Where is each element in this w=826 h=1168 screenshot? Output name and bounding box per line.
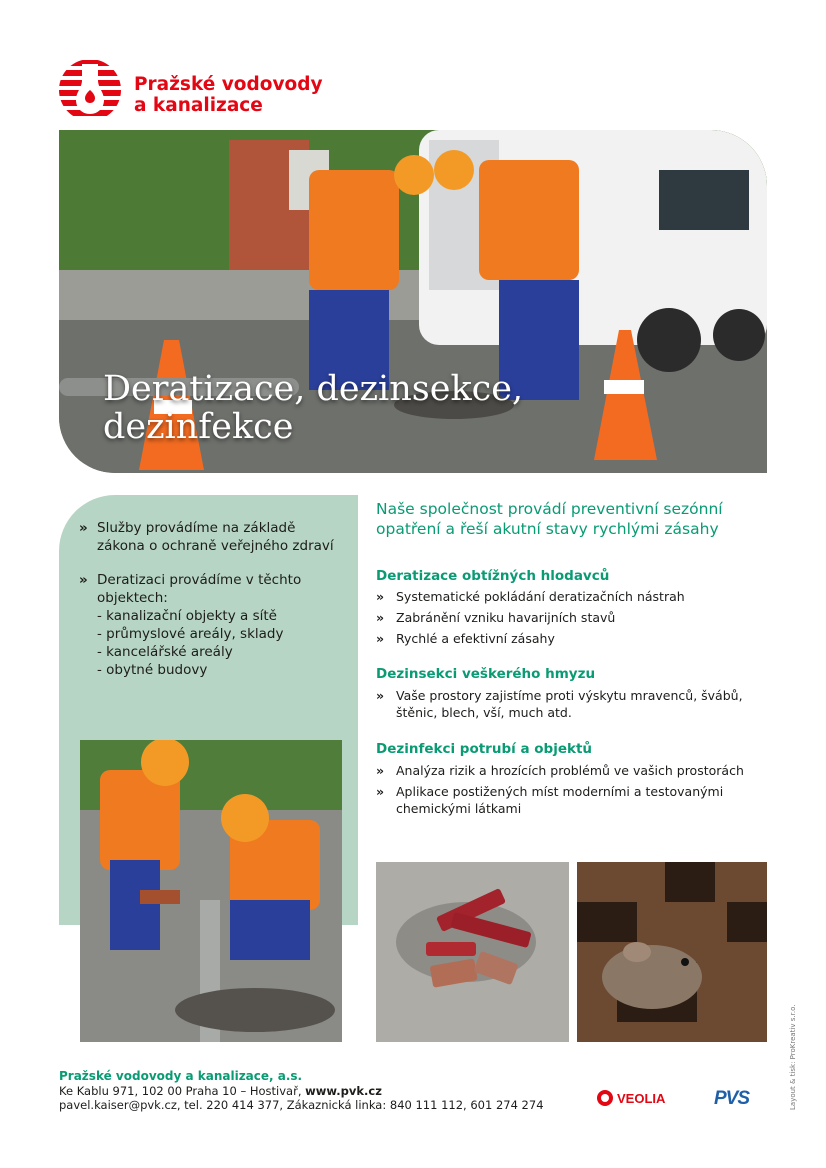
bait-illustration xyxy=(376,862,569,1042)
company-logo-icon xyxy=(58,58,122,122)
footer-contact: pavel.kaiser@pvk.cz, tel. 220 414 377, Zákaznická linka: 840 111 112, 601 274 274 xyxy=(59,1098,544,1112)
page-title xyxy=(103,370,523,446)
page-title-line1: Deratizace, dezinsekce, xyxy=(103,369,524,409)
bullet-icon: » xyxy=(376,631,385,646)
pvs-logo xyxy=(714,1088,749,1110)
footer-website-link[interactable]: www.pvk.cz xyxy=(305,1083,382,1098)
bullet-icon: » xyxy=(376,763,385,778)
list-item-text: Rychlé a efektivní zásahy xyxy=(396,631,555,646)
list-item-text: Vaše prostory zajistíme proti výskytu mravenců, švábů, štěnic, blech, vší, much atd. xyxy=(396,688,743,720)
list-item-text: Zabránění vzniku havarijních stavů xyxy=(396,610,616,625)
insects-list xyxy=(376,687,756,725)
pvs-logo-text: PVS xyxy=(714,1088,750,1109)
bullet-icon: » xyxy=(376,688,385,703)
object-type-item: - kancelářské areály xyxy=(97,644,233,660)
list-item xyxy=(376,588,756,605)
object-type-item: - obytné budovy xyxy=(97,662,208,678)
list-item-text: Systematické pokládání deratizačních nástrah xyxy=(396,589,685,604)
object-type-item: - průmyslové areály, sklady xyxy=(97,626,284,642)
object-type-item: - kanalizační objekty a sítě xyxy=(97,608,277,624)
veolia-logo xyxy=(596,1089,665,1107)
bullet-icon: » xyxy=(376,589,385,604)
bullet-icon: » xyxy=(79,520,88,536)
workers-photo xyxy=(80,740,342,1042)
bait-photo xyxy=(376,862,569,1042)
side-panel-item-text: Deratizaci provádíme v těchto objektech: xyxy=(97,572,302,606)
object-types-list xyxy=(97,607,347,679)
bullet-icon: » xyxy=(79,572,88,588)
workers-illustration xyxy=(80,740,342,1042)
footer xyxy=(59,1069,544,1113)
section-heading-insects: Dezinsekci veškerého hmyzu xyxy=(376,666,596,682)
side-panel-item xyxy=(77,519,347,555)
list-item xyxy=(376,609,756,626)
side-panel-item-text: Služby provádíme na základě zákona o ochraně veřejného zdraví xyxy=(97,520,334,554)
list-item-text: Aplikace postižených míst moderními a testovanými chemickými látkami xyxy=(396,784,724,816)
section-heading-rodents: Deratizace obtížných hlodavců xyxy=(376,568,610,584)
list-item xyxy=(376,630,756,647)
list-item xyxy=(376,762,756,779)
side-panel-list xyxy=(77,519,347,695)
print-credit: Layout & tisk: ProKreativ s.r.o. xyxy=(789,1004,797,1110)
page-title-line2: dezinfekce xyxy=(103,407,294,447)
company-name-line2: a kanalizace xyxy=(134,95,263,116)
list-item xyxy=(376,687,756,721)
company-name-line1: Pražské vodovody xyxy=(134,74,323,95)
rat-illustration xyxy=(577,862,767,1042)
footer-address xyxy=(59,1084,544,1099)
disinfection-list xyxy=(376,762,756,821)
intro-text: Naše společnost provádí preventivní sezónní opatření a řeší akutní stavy rychlými zásahy xyxy=(376,500,723,538)
list-item xyxy=(376,783,756,817)
rat-photo xyxy=(577,862,767,1042)
bullet-icon: » xyxy=(376,784,385,799)
veolia-logo-text: VEOLIA xyxy=(617,1090,666,1106)
footer-company-name: Pražské vodovody a kanalizace, a.s. xyxy=(59,1069,303,1083)
footer-address-text: Ke Kablu 971, 102 00 Praha 10 – Hostivař, xyxy=(59,1083,306,1098)
section-heading-disinfection: Dezinfekci potrubí a objektů xyxy=(376,741,593,757)
rodents-list xyxy=(376,588,756,651)
hero-image xyxy=(59,130,767,473)
list-item-text: Analýza rizik a hrozících problémů ve vašich prostorách xyxy=(396,763,744,778)
bullet-icon: » xyxy=(376,610,385,625)
side-panel-item xyxy=(77,571,347,679)
company-name xyxy=(134,74,323,116)
veolia-logo-icon xyxy=(596,1089,614,1107)
